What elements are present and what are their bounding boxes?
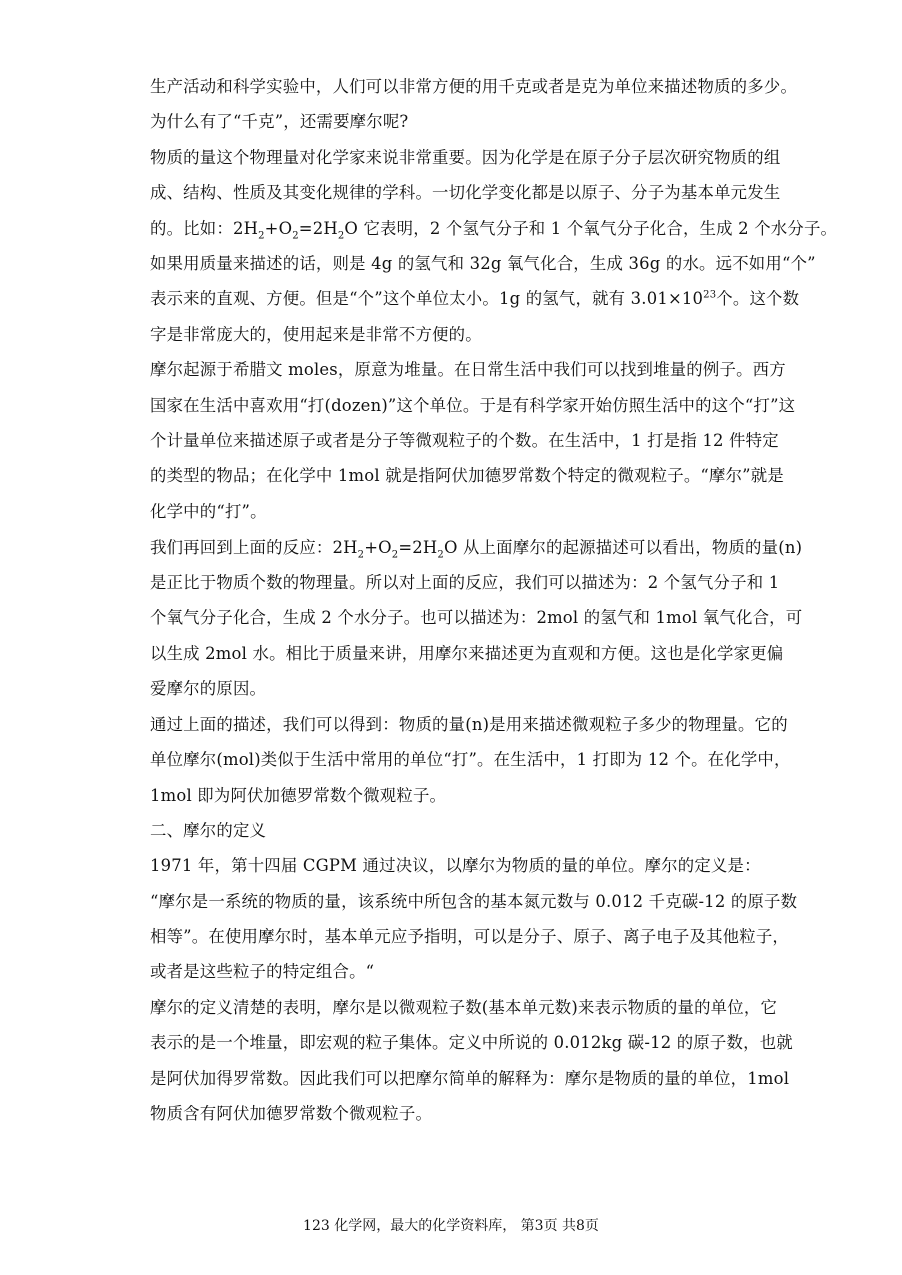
text-line: 生产活动和科学实验中，人们可以非常方便的用千克或者是克为单位来描述物质的多少。 (150, 77, 798, 96)
text-line: 或者是这些粒子的特定组合。“ (150, 962, 375, 981)
subscript: 2 (357, 549, 365, 561)
text-line-with-formula (150, 537, 803, 561)
text-line: 爱摩尔的原因。 (150, 679, 267, 698)
text-line-with-formula (150, 218, 838, 242)
text-line: “摩尔是一系统的物质的量，该系统中所包含的基本氮元数与 0.012 千克碳-12 的原子数 (150, 892, 798, 911)
text-line: 1971 年，第十四届 CGPM 通过决议，以摩尔为物质的量的单位。摩尔的定义是： (150, 856, 761, 875)
text-line: 是正比于物质个数的物理量。所以对上面的反应，我们可以描述为：2 个氢气分子和 1 (150, 573, 780, 592)
text-line: 为什么有了“千克”，还需要摩尔呢? (150, 112, 409, 131)
text-line-with-exponent (150, 288, 800, 310)
subscript: 2 (437, 549, 444, 561)
page-footer: 123 化学网，最大的化学资料库， 第3页 共8页 (303, 1218, 599, 1234)
text-segment: 表示来的直观、方便。但是“个”这个单位太小。1g 的氢气，就有 3.01×10 (150, 289, 704, 308)
text-line: 单位摩尔(mol)类似于生活中常用的单位“打”。在生活中，1 打即为 12 个。在化学中， (150, 750, 791, 769)
text-segment: O 从上面摩尔的起源描述可以看出，物质的量(n) (443, 538, 803, 557)
subscript: 2 (337, 230, 345, 242)
text-line: 的类型的物品；在化学中 1mol 就是指阿伏加德罗常数个特定的微观粒子。“摩尔”就是 (150, 466, 784, 485)
text-line: 相等”。在使用摩尔时，基本单元应予指明，可以是分子、原子、离子电子及其他粒子， (150, 927, 790, 946)
subscript: 2 (391, 549, 399, 561)
text-line: 表示的是一个堆量，即宏观的粒子集体。定义中所说的 0.012kg 碳-12 的原子数，也就 (150, 1033, 793, 1052)
subscript: 2 (292, 230, 299, 242)
text-segment: =2H (298, 219, 338, 238)
text-line: 成、结构、性质及其变化规律的学科。一切化学变化都是以原子、分子为基本单元发生 (150, 183, 781, 202)
text-line: 个计量单位来描述原子或者是分子等微观粒子的个数。在生活中，1 打是指 12 件特定 (150, 431, 779, 450)
subscript: 2 (258, 230, 265, 242)
text-segment: O 它表明，2 个氢气分子和 1 个氧气分子化合，生成 2 个水分子。 (344, 219, 838, 238)
text-line: 字是非常庞大的，使用起来是非常不方便的。 (150, 325, 482, 344)
text-line: 如果用质量来描述的话，则是 4g 的氢气和 32g 氧气化合，生成 36g 的水。远不如用“个” (150, 254, 816, 273)
text-line: 国家在生活中喜欢用“打(dozen)”这个单位。于是有科学家开始仿照生活中的这个“打”这 (150, 396, 796, 415)
superscript: 23 (703, 289, 717, 301)
text-segment: +O (364, 538, 392, 557)
text-line: 个氧气分子化合，生成 2 个水分子。也可以描述为：2mol 的氢气和 1mol 氧气化合，可 (150, 608, 803, 627)
text-line: 是阿伏加得罗常数。因此我们可以把摩尔简单的解释为：摩尔是物质的量的单位，1mol (150, 1069, 790, 1088)
text-line: 化学中的“打”。 (150, 502, 267, 521)
text-line: 物质含有阿伏加德罗常数个微观粒子。 (150, 1104, 433, 1123)
text-line: 1mol 即为阿伏加德罗常数个微观粒子。 (150, 786, 447, 805)
text-segment: 的。比如：2H (150, 219, 259, 238)
text-line: 摩尔起源于希腊文 moles，原意为堆量。在日常生活中我们可以找到堆量的例子。西方 (150, 360, 786, 379)
text-line: 物质的量这个物理量对化学家来说非常重要。因为化学是在原子分子层次研究物质的组 (150, 148, 781, 167)
text-segment: =2H (398, 538, 438, 557)
text-segment: 我们再回到上面的反应：2H (150, 538, 358, 557)
text-segment: +O (264, 219, 293, 238)
section-heading: 二、摩尔的定义 (150, 821, 267, 840)
text-segment: 个。这个数 (716, 289, 800, 308)
text-line: 通过上面的描述，我们可以得到：物质的量(n)是用来描述微观粒子多少的物理量。它的 (150, 715, 788, 734)
text-line: 摩尔的定义清楚的表明，摩尔是以微观粒子数(基本单元数)来表示物质的量的单位，它 (150, 998, 778, 1017)
text-line: 以生成 2mol 水。相比于质量来讲，用摩尔来描述更为直观和方便。这也是化学家更偏 (150, 644, 784, 663)
